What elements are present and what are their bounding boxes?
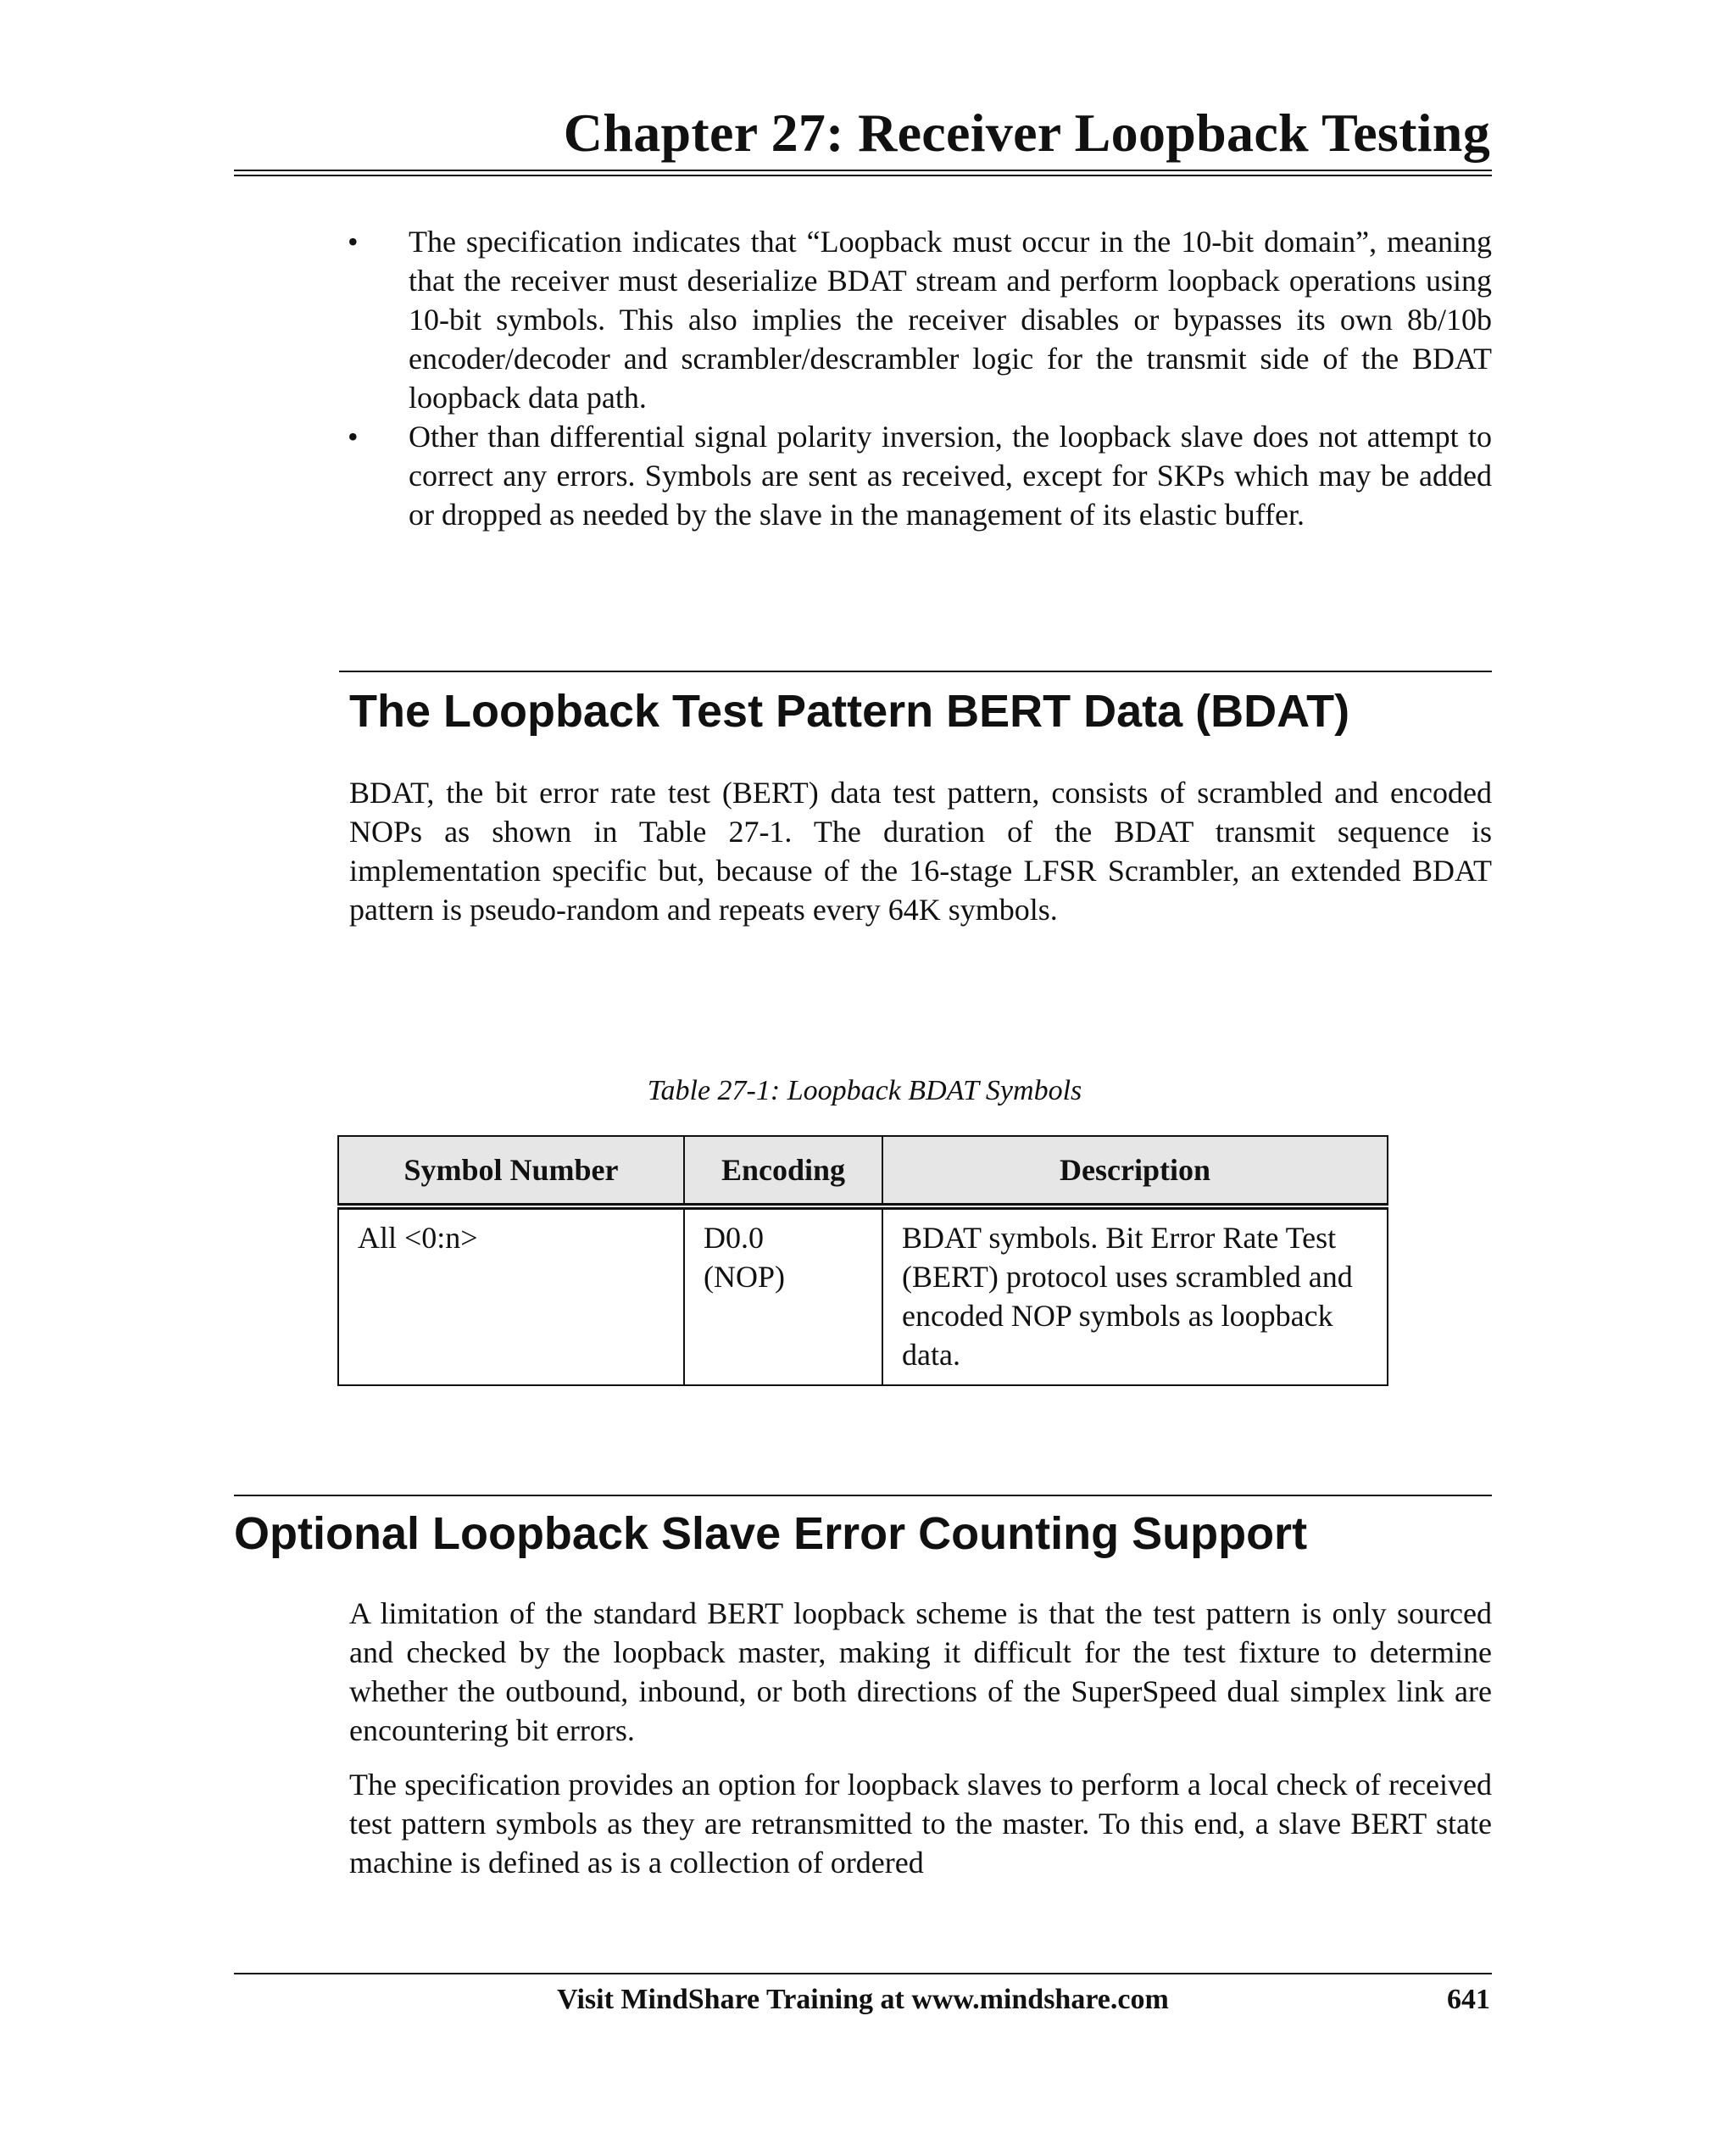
bullet-text: Other than differential signal polarity inversion, the loopback slave does not attempt to correct any errors. Symbols are sent as received, except for SKPs which may be added or dropped as needed by the slave in the management of its elastic buffer. — [409, 420, 1492, 532]
header-description: Description — [882, 1136, 1388, 1206]
header-double-rule — [234, 170, 1492, 171]
section-divider — [234, 1495, 1492, 1496]
table-header-row — [338, 1136, 1388, 1206]
header-encoding: Encoding — [684, 1136, 882, 1206]
table-caption: Table 27-1: Loopback BDAT Symbols — [647, 1075, 1082, 1106]
footer-rule — [234, 1973, 1492, 1974]
cell-symbol-number: All <0:n> — [338, 1206, 684, 1385]
bullet-text: The specification indicates that “Loopback must occur in the 10-bit domain”, meaning that the receiver must deserialize BDAT stream and perform loopback operations using 10-bit symbols. This also implies the receiver disables or bypasses its own 8b/10b encoder/decoder and scrambler/descrambler logic for the transmit side of the BDAT loopback data path. — [409, 225, 1492, 415]
footer-text: Visit MindShare Training at www.mindshare.com — [557, 1984, 1169, 2015]
bullet-marker: • — [348, 420, 359, 454]
encoding-code: D0.0 — [704, 1221, 764, 1255]
chapter-title: Chapter 27: Receiver Loopback Testing — [563, 103, 1490, 163]
header-symbol-number: Symbol Number — [338, 1136, 684, 1206]
bullet-item — [348, 417, 1492, 534]
section-divider — [339, 671, 1492, 672]
error-counting-paragraph-1: A limitation of the standard BERT loopback scheme is that the test pattern is only sourced and checked by the loopback master, making it difficult for the test fixture to determine whether the outbound, inbound, or both directions of the SuperSpeed dual simplex link are encountering bit errors. — [349, 1596, 1492, 1747]
cell-encoding — [684, 1206, 882, 1385]
encoding-name: (NOP) — [704, 1260, 785, 1294]
page-number: 641 — [1447, 1984, 1490, 2015]
section-heading-bdat: The Loopback Test Pattern BERT Data (BDAT) — [349, 686, 1350, 737]
table-row — [338, 1206, 1388, 1385]
bdat-symbols-table — [337, 1135, 1388, 1386]
cell-description: BDAT symbols. Bit Error Rate Test (BERT) protocol uses scrambled and encoded NOP symbols as loopback data. — [882, 1206, 1388, 1385]
section-heading-error-counting: Optional Loopback Slave Error Counting Support — [234, 1508, 1308, 1559]
bullet-marker: • — [348, 225, 359, 259]
bullet-list — [348, 222, 1492, 534]
bdat-paragraph: BDAT, the bit error rate test (BERT) data test pattern, consists of scrambled and encoded NOPs as shown in Table 27-1. The duration of the BDAT transmit sequence is implementation specific but, because of the 16-stage LFSR Scrambler, an extended BDAT pattern is pseudo-random and repeats every 64K symbols. — [349, 776, 1492, 927]
error-counting-paragraph-2: The specification provides an option for loopback slaves to perform a local check of received test pattern symbols as they are retransmitted to the master. To this end, a slave BERT state machine is defined as is a collection of ordered — [349, 1768, 1492, 1879]
bullet-item — [348, 222, 1492, 417]
